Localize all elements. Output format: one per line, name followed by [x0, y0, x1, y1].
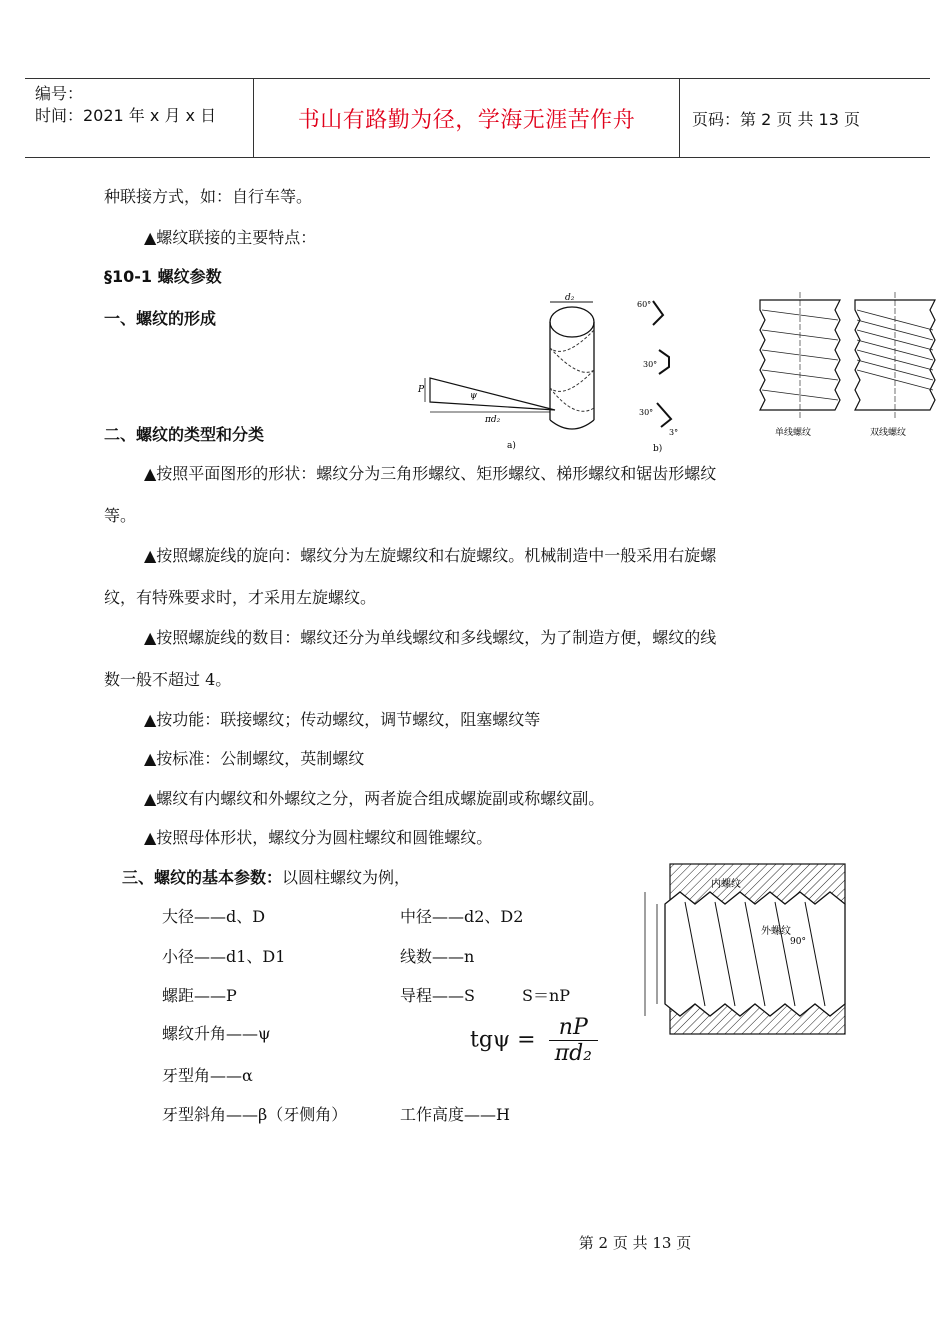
fig-b-30a-label: 30°: [643, 360, 658, 369]
header-right-cell: [680, 79, 930, 157]
fig-b-caption: b): [653, 444, 663, 454]
para-direction-cont: 纹，有特殊要求时，才采用左旋螺纹。: [104, 588, 377, 607]
motto-text: 书山有路勤为径，学海无涯苦作舟: [297, 108, 636, 133]
formula-fraction: [549, 1015, 598, 1066]
outer-thread-label: 外螺纹: [761, 926, 791, 937]
param-pitch-dia: 中径——d2、D2: [400, 907, 524, 926]
lead-formula: S＝nP: [522, 986, 571, 1005]
formula-lhs: tgψ =: [470, 1027, 536, 1053]
single-double-thread-figure: [740, 290, 945, 445]
angle-90-label: 90°: [790, 937, 806, 947]
param-starts: 线数——n: [400, 947, 475, 966]
heading-params-bold: 三、螺纹的基本参数：: [122, 868, 283, 887]
fig-b-3-label: 3°: [669, 428, 679, 437]
header-table: [25, 78, 930, 158]
param-flank-angle: 牙型斜角——β（牙侧角）: [162, 1105, 348, 1124]
param-working-height: 工作高度——H: [400, 1105, 510, 1124]
body-line-1: 种联接方式，如：自行车等。: [104, 187, 313, 206]
page-info: 页码：第 2 页 共 13 页: [692, 110, 860, 129]
para-inner-outer: ▲螺纹有内螺纹和外螺纹之分，两者旋合组成螺旋副或称螺纹副。: [144, 789, 605, 808]
doc-number-label: 编号：: [35, 84, 84, 103]
formula-denominator: πd₂: [554, 1041, 592, 1066]
para-count: ▲按照螺旋线的数目：螺纹还分为单线螺纹和多线螺纹，为了制造方便，螺纹的线: [144, 628, 717, 647]
heading-types: 二、螺纹的类型和分类: [104, 425, 265, 444]
lead-angle-formula: [470, 1015, 598, 1066]
param-profile-angle: 牙型角——α: [162, 1066, 253, 1085]
double-thread-label: 双线螺纹: [870, 428, 907, 438]
header-mid-cell: [254, 79, 680, 157]
param-minor-dia: 小径——d1、D1: [162, 947, 286, 966]
formula-numerator: nP: [549, 1015, 598, 1041]
param-major-dia: 大径——d、D: [162, 907, 266, 926]
thread-profiles-figure: [635, 295, 695, 455]
param-lead: 导程——S: [400, 986, 475, 1005]
single-thread-label: 单线螺纹: [775, 428, 812, 438]
header-left-cell: [25, 79, 254, 157]
fig-a-P-label: P: [418, 385, 425, 395]
fig-b-60-label: 60°: [637, 300, 652, 309]
heading-formation: 一、螺纹的形成: [104, 309, 217, 328]
para-direction: ▲按照螺旋线的旋向：螺纹分为左旋螺纹和右旋螺纹。机械制造中一般采用右旋螺: [144, 546, 717, 565]
param-pitch: 螺距——P: [162, 986, 237, 1005]
helix-formation-figure: [415, 290, 615, 450]
fig-a-d2-label: d₂: [565, 293, 575, 303]
fig-a-pid2-label: πd₂: [485, 415, 501, 425]
param-lead-angle: 螺纹升角——ψ: [162, 1024, 271, 1043]
fig-a-psi-label: ψ: [470, 391, 478, 401]
heading-params: [122, 868, 410, 889]
page-footer: 第 2 页 共 13 页: [578, 1234, 692, 1252]
body-line-2: ▲螺纹联接的主要特点：: [144, 228, 317, 247]
para-function: ▲按功能：联接螺纹；传动螺纹，调节螺纹，阻塞螺纹等: [144, 710, 541, 729]
fig-a-caption: a): [507, 441, 516, 450]
section-title: §10-1 螺纹参数: [104, 267, 222, 286]
para-shape-cont: 等。: [104, 506, 137, 525]
para-count-cont: 数一般不超过 4。: [104, 670, 232, 689]
para-standard: ▲按标准：公制螺纹，英制螺纹: [144, 749, 365, 768]
fig-b-30b-label: 30°: [639, 408, 654, 417]
para-shape: ▲按照平面图形的形状：螺纹分为三角形螺纹、矩形螺纹、梯形螺纹和锯齿形螺纹: [144, 464, 717, 483]
heading-params-rest: 以圆柱螺纹为例，: [282, 868, 411, 887]
para-body-shape: ▲按照母体形状，螺纹分为圆柱螺纹和圆锥螺纹。: [144, 828, 493, 847]
thread-parameters-figure: [625, 862, 850, 1040]
inner-thread-label: 内螺纹: [711, 879, 741, 890]
doc-time-label: 时间：2021 年 x 月 x 日: [35, 106, 217, 125]
